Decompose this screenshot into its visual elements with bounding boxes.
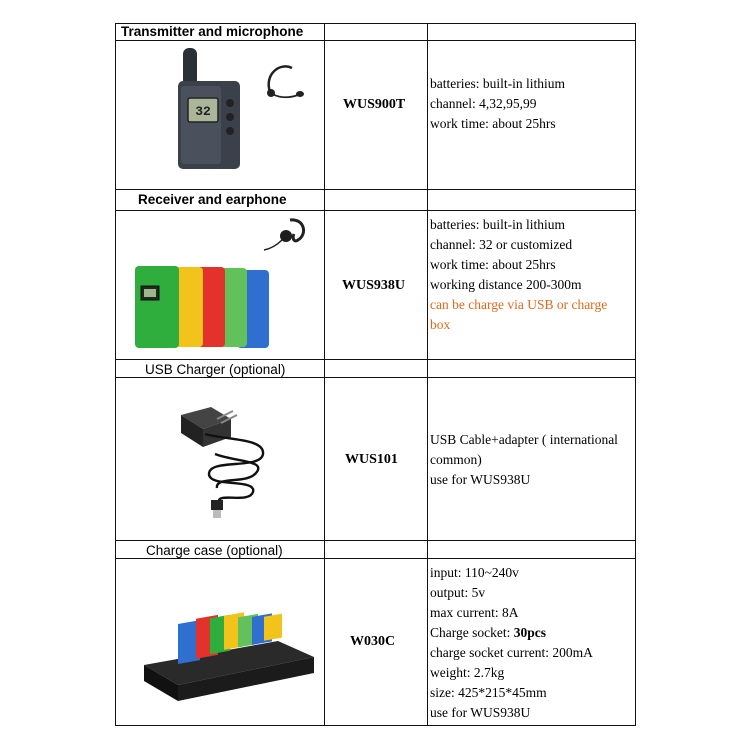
rule (115, 189, 636, 190)
spec-line: max current: 8A (430, 605, 519, 620)
spec-line-note: box (430, 317, 451, 332)
description-w030c (430, 563, 636, 723)
spec-line: batteries: built-in lithium (430, 217, 565, 232)
usb-cable-icon (195, 430, 275, 525)
transmitter-display: 32 (195, 104, 211, 119)
section-title-receiver: Receiver and earphone (138, 192, 287, 207)
receiver-icon (133, 264, 273, 355)
rule (115, 558, 636, 559)
spec-line: working distance 200-300m (430, 277, 582, 292)
description-wus938u (430, 215, 636, 335)
headset-microphone-icon (262, 62, 312, 109)
rule (115, 40, 636, 41)
model-wus938u: WUS938U (342, 278, 406, 293)
earphone-icon (262, 216, 312, 261)
spec-line (430, 623, 636, 643)
spec-line: use for WUS938U (430, 705, 531, 720)
spec-line: input: 110~240v (430, 565, 519, 580)
spec-line: charge socket current: 200mA (430, 645, 593, 660)
spec-line: size: 425*215*45mm (430, 685, 547, 700)
rule (115, 540, 636, 541)
spec-line: use for WUS938U (430, 472, 531, 487)
spec-value-bold: 30pcs (513, 625, 546, 640)
rule (115, 210, 636, 211)
spec-line: work time: about 25hrs (430, 116, 556, 131)
rule (324, 23, 325, 726)
spec-line: output: 5v (430, 585, 486, 600)
transmitter-icon (175, 48, 245, 178)
section-title-transmitter: Transmitter and microphone (121, 24, 304, 39)
rule (115, 359, 636, 360)
model-wus101: WUS101 (345, 452, 398, 467)
spec-label: Charge socket: (430, 625, 514, 640)
spec-line: channel: 4,32,95,99 (430, 96, 537, 111)
spec-line: USB Cable+adapter ( international (430, 432, 618, 447)
spec-line: common) (430, 452, 482, 467)
model-wus900t: WUS900T (343, 97, 406, 112)
spec-line: batteries: built-in lithium (430, 76, 565, 91)
section-title-charge-case: Charge case (optional) (146, 543, 283, 558)
description-wus900t (430, 74, 636, 134)
description-wus101 (430, 430, 636, 490)
rule-left (115, 23, 116, 726)
spec-line: weight: 2.7kg (430, 665, 505, 680)
charge-case-icon (138, 605, 318, 710)
spec-line-note: can be charge via USB or charge (430, 297, 608, 312)
spec-line: work time: about 25hrs (430, 257, 556, 272)
section-title-usb-charger: USB Charger (optional) (145, 362, 286, 377)
model-w030c: W030C (350, 634, 396, 649)
rule (427, 23, 428, 726)
spec-line: channel: 32 or customized (430, 237, 573, 252)
rule (115, 377, 636, 378)
rule-bottom (115, 725, 636, 726)
